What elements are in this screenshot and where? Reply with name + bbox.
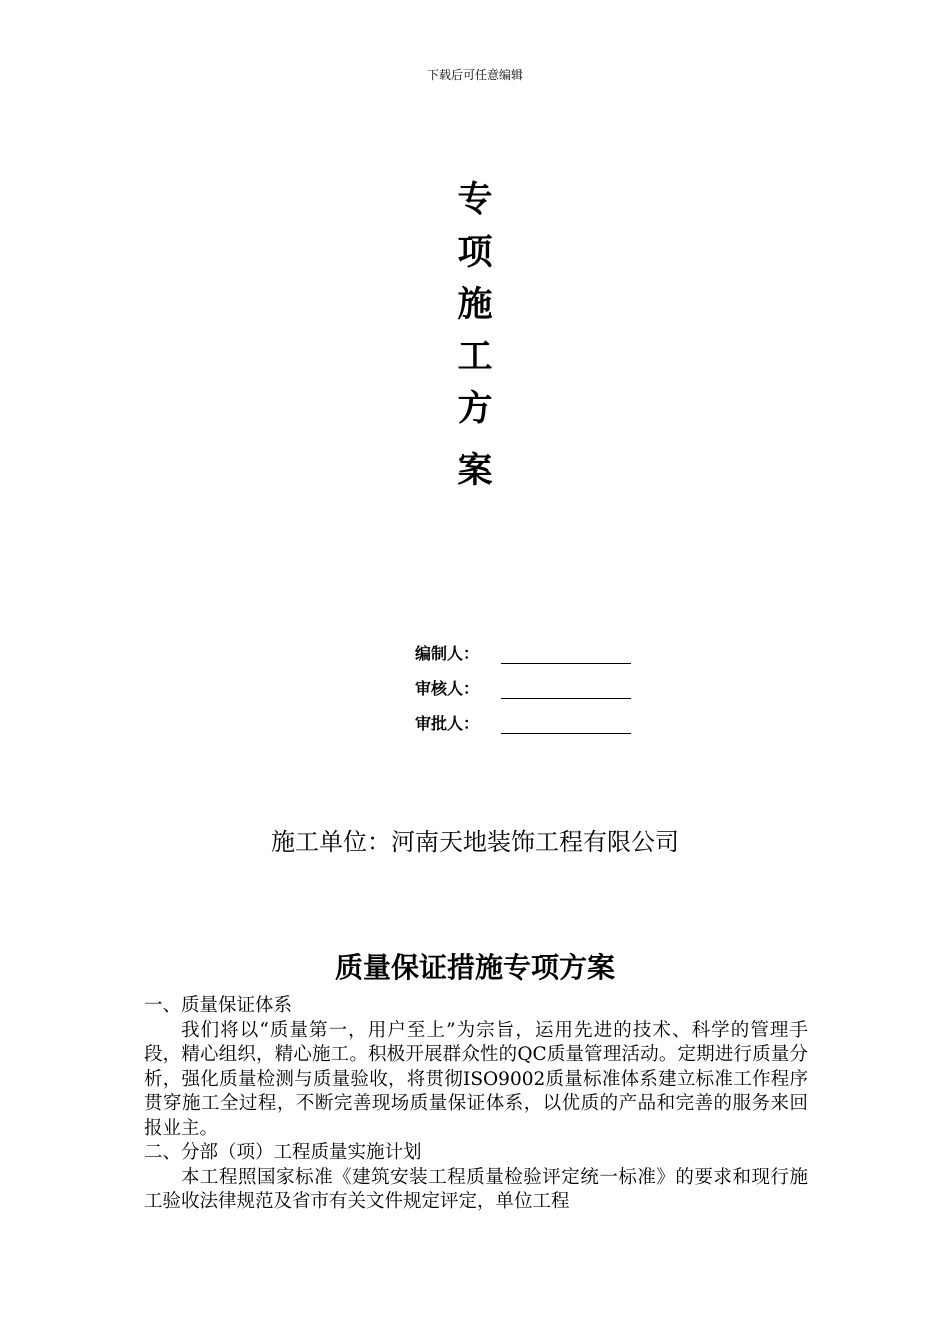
signature-row-approver — [415, 710, 631, 734]
signature-row-compiler — [415, 640, 631, 664]
signature-line-compiler — [501, 645, 631, 664]
cover-title-char-5: 方 — [457, 389, 493, 429]
signature-label-reviewer: 审核人： — [415, 679, 480, 698]
signature-line-approver — [501, 715, 631, 734]
cover-title-char-6: 案 — [457, 451, 493, 491]
page-header-note: 下载后可任意编辑 — [426, 68, 523, 82]
section-paragraph-quality-system: 我们将以“质量第一，用户至上”为宗旨，运用先进的技术、科学的管理手段，精心组织，精心施工。积极开展群众性的QC质量管理活动。定期进行质量分析，强化质量检测与质量验收，将贯彻ISO9002质量标准体系建立标准工作程序贯穿施工全过程，不断完善现场质量保证体系，以优质的产品和完善的服务来回报业主。 — [144, 1019, 808, 1139]
construction-unit: 施工单位：河南天地装饰工程有限公司 — [271, 828, 679, 856]
signature-row-reviewer — [415, 675, 631, 699]
cover-title-char-3: 施 — [457, 285, 493, 325]
signature-line-reviewer — [501, 680, 631, 699]
section-paragraph-quality-plan: 本工程照国家标准《建筑安装工程质量检验评定统一标准》的要求和现行施工验收法律规范及省市有关文件规定评定，单位工程 — [144, 1166, 808, 1212]
cover-title-char-1: 专 — [457, 180, 493, 220]
cover-title-char-2: 项 — [457, 233, 493, 273]
document-body — [144, 994, 808, 1215]
document-title: 质量保证措施专项方案 — [334, 951, 615, 984]
signature-label-compiler: 编制人： — [415, 644, 480, 663]
section-heading-quality-plan: 二、分部（项）工程质量实施计划 — [144, 1142, 422, 1163]
section-heading-quality-system: 一、质量保证体系 — [144, 995, 293, 1016]
signature-label-approver: 审批人： — [415, 714, 480, 733]
cover-title-char-4: 工 — [457, 337, 493, 377]
